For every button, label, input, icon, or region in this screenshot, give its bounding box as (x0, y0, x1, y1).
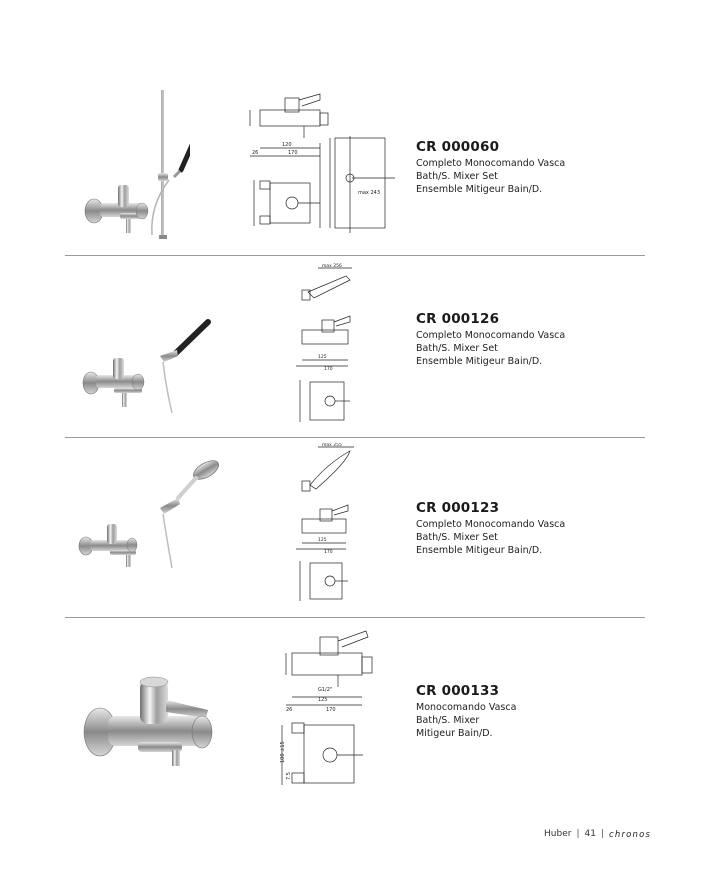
svg-text:max 243: max 243 (358, 190, 381, 196)
product-desc-fr: Mitigeur Bain/D. (416, 728, 493, 739)
product-code: CR 000123 (416, 500, 500, 516)
row-divider (65, 617, 645, 618)
product-desc-en: Bath/S. Mixer Set (416, 532, 498, 543)
svg-text:max 255: max 255 (322, 443, 342, 448)
product-desc-fr: Ensemble Mitigeur Bain/D. (416, 356, 543, 367)
technical-drawing-cr000133 (278, 625, 388, 795)
footer-separator: | (576, 829, 580, 839)
product-desc-en: Bath/S. Mixer (416, 715, 480, 726)
product-info-cr000126 (416, 311, 565, 368)
product-code: CR 000060 (416, 139, 500, 155)
svg-text:170: 170 (324, 367, 333, 372)
svg-text:G1/2": G1/2" (318, 687, 333, 693)
technical-drawing-cr000060 (240, 88, 400, 238)
product-photo-cr000123 (74, 460, 224, 575)
footer-brand: Huber (544, 829, 572, 839)
svg-text:100 ±15: 100 ±15 (280, 741, 286, 763)
product-photo-cr000060 (80, 85, 190, 240)
product-desc-en: Bath/S. Mixer Set (416, 343, 498, 354)
product-info-cr000123 (416, 500, 565, 557)
chronos-logo (609, 829, 665, 839)
product-desc-fr: Ensemble Mitigeur Bain/D. (416, 184, 543, 195)
product-code: CR 000126 (416, 311, 500, 327)
svg-text:7.5: 7.5 (286, 772, 292, 780)
product-desc-fr: Ensemble Mitigeur Bain/D. (416, 545, 543, 556)
product-desc-en: Bath/S. Mixer Set (416, 171, 498, 182)
product-photo-cr000133 (78, 670, 218, 770)
row-divider (65, 255, 645, 256)
product-desc-it: Completo Monocomando Vasca (416, 158, 566, 169)
svg-text:chronos: chronos (609, 830, 652, 839)
svg-text:max 256: max 256 (322, 264, 342, 269)
svg-text:170: 170 (326, 707, 336, 713)
product-desc-it: Completo Monocomando Vasca (416, 330, 566, 341)
product-desc-it: Completo Monocomando Vasca (416, 519, 566, 530)
product-code: CR 000133 (416, 683, 500, 699)
product-info-cr000060 (416, 139, 565, 196)
product-photo-cr000126 (78, 318, 218, 418)
product-info-cr000133 (416, 683, 516, 740)
technical-drawing-cr000123 (288, 443, 368, 603)
svg-text:170: 170 (288, 150, 298, 156)
svg-text:125: 125 (318, 538, 327, 543)
svg-text:26: 26 (252, 150, 259, 156)
svg-text:125: 125 (318, 355, 327, 360)
svg-text:120: 120 (282, 142, 292, 148)
page-footer (544, 829, 665, 839)
svg-text:170: 170 (324, 550, 333, 555)
footer-separator: | (600, 829, 604, 839)
page-number: 41 (584, 829, 596, 839)
svg-text:125: 125 (318, 697, 328, 703)
row-divider (65, 437, 645, 438)
technical-drawing-cr000126 (288, 262, 368, 427)
svg-text:26: 26 (286, 707, 293, 713)
product-desc-it: Monocomando Vasca (416, 702, 517, 713)
